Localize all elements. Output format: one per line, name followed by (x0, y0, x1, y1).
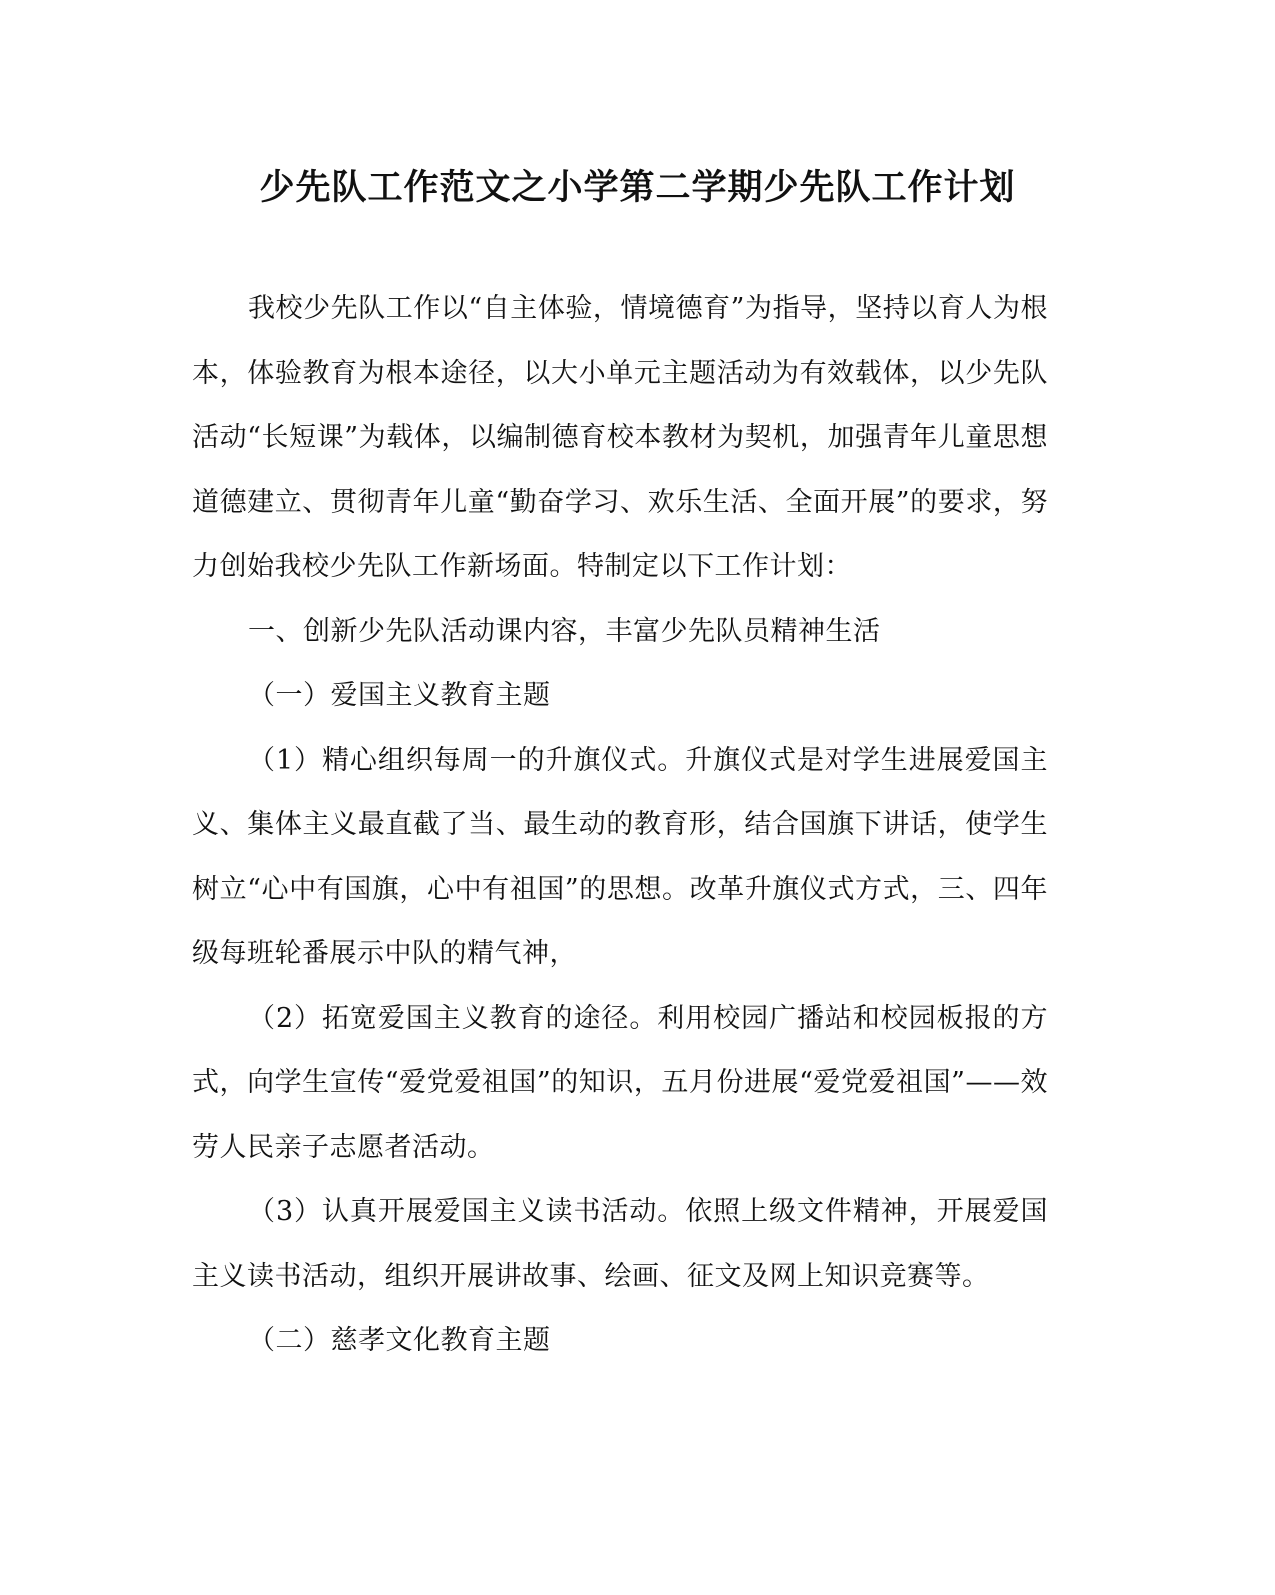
intro-paragraph: 我校少先队工作以“自主体验，情境德育”为指导，坚持以育人为根本，体验教育为根本途径，以大小单元主题活动为有效载体，以少先队活动“长短课”为载体，以编制德育校本教材为契机，加强青年儿童思想道德建立、贯彻青年儿童“勤奋学习、欢乐生活、全面开展”的要求，努力创始我校少先队工作新场面。特制定以下工作计划： (192, 293, 1048, 582)
document-title: 少先队工作范文之小学第二学期少先队工作计划 (259, 167, 1016, 208)
subsection-heading-1: （一）爱国主义教育主题 (248, 680, 551, 711)
section-heading-1: 一、创新少先队活动课内容，丰富少先队员精神生活 (248, 615, 881, 647)
document-body (192, 277, 1048, 1374)
subsection-heading-2: （二）慈孝文化教育主题 (248, 1325, 551, 1356)
item-paragraph-3: （3）认真开展爱国主义读书活动。依照上级文件精神，开展爱国主义读书活动，组织开展讲故事、绘画、征文及网上知识竞赛等。 (192, 1196, 1048, 1292)
item-paragraph-2: （2）拓宽爱国主义教育的途径。利用校园广播站和校园板报的方式，向学生宣传“爱党爱祖国”的知识，五月份进展“爱党爱祖国”——效劳人民亲子志愿者活动。 (192, 1002, 1048, 1163)
item-paragraph-1: （1）精心组织每周一的升旗仪式。升旗仪式是对学生进展爱国主义、集体主义最直截了当、最生动的教育形，结合国旗下讲话，使学生树立“心中有国旗，心中有祖国”的思想。改革升旗仪式方式，三、四年级每班轮番展示中队的精气神， (192, 744, 1048, 969)
